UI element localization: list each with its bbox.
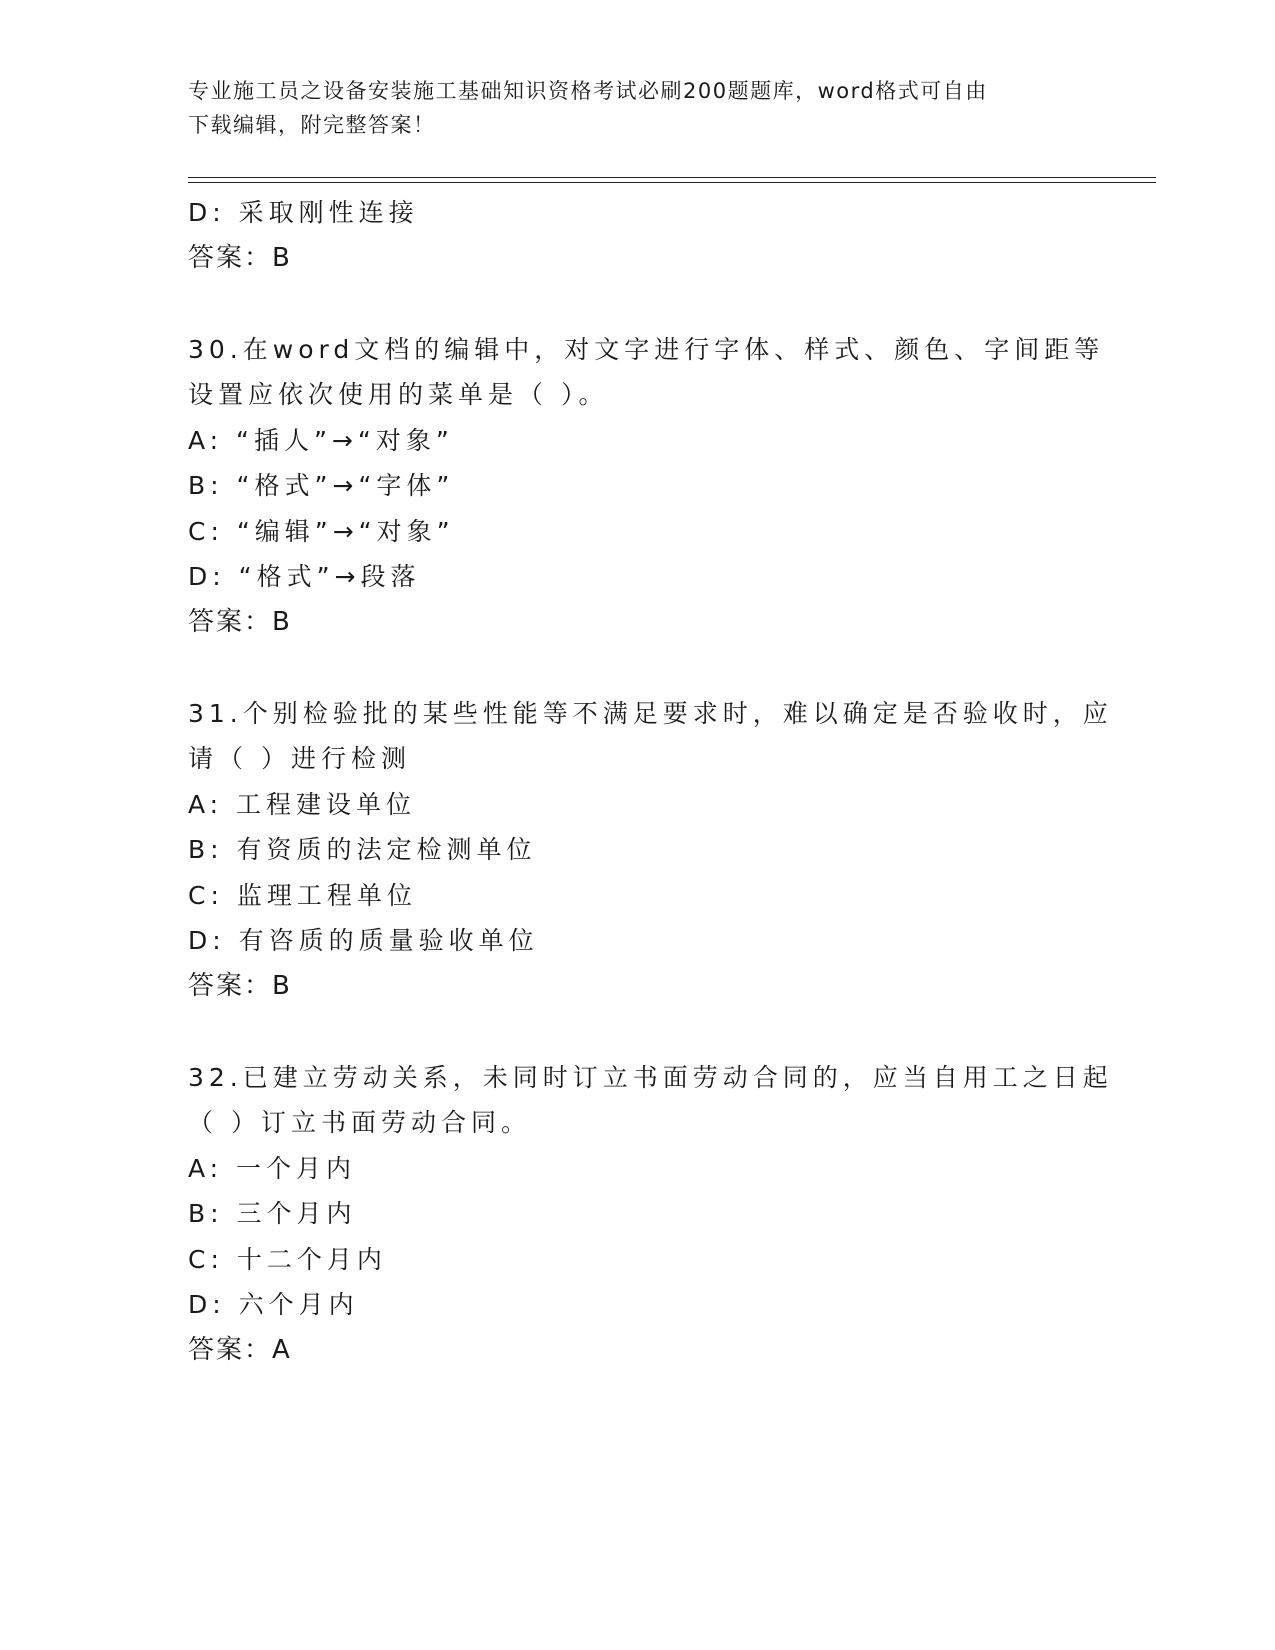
previous-question-tail (188, 190, 1088, 281)
answer-line: 答案：B (188, 242, 292, 273)
option-d: D: 六个月内 (188, 1290, 359, 1319)
header-line-1: 专业施工员之设备安装施工基础知识资格考试必刷200题题库，word格式可自由 (188, 79, 988, 103)
spacer (188, 1009, 1088, 1055)
header-rule-top (188, 177, 1156, 178)
option-b: B: 有资质的法定检测单位 (188, 835, 537, 864)
option-a: A: 工程建设单位 (188, 789, 417, 819)
option-a: A: “插人”→“对象” (188, 425, 454, 455)
option-d: D: “格式”→段落 (188, 562, 421, 591)
question-stem-line: 请（ ）进行检测 (188, 744, 411, 773)
question-stem-line: 设置应依次使用的菜单是（ ）。 (188, 380, 609, 409)
question-31 (188, 691, 1113, 1010)
option-b: B: “格式”→“字体” (188, 471, 455, 500)
option-d: D: 采取刚性连接 (188, 198, 419, 227)
spacer (188, 645, 1088, 691)
question-30 (188, 327, 1105, 646)
question-stem-line: 32.已建立劳动关系，未同时订立书面劳动合同的，应当自用工之日起 (188, 1062, 1113, 1092)
answer-line: 答案：B (188, 606, 292, 637)
header-rule-bottom (188, 182, 1156, 183)
answer-line: 答案：A (188, 1334, 292, 1365)
option-c: C: 十二个月内 (188, 1244, 387, 1274)
question-32 (188, 1055, 1113, 1374)
question-stem-line: （ ）订立书面劳动合同。 (188, 1108, 531, 1137)
question-stem-line: 30.在word文档的编辑中，对文字进行字体、样式、颜色、字间距等 (188, 334, 1105, 364)
question-stem-line: 31.个别检验批的某些性能等不满足要求时，难以确定是否验收时，应 (188, 698, 1113, 728)
option-c: C: 监理工程单位 (188, 880, 417, 910)
option-a: A: 一个月内 (188, 1153, 357, 1183)
spacer (188, 281, 1088, 327)
answer-line: 答案：B (188, 970, 292, 1001)
document-body (188, 190, 1113, 1373)
header-line-2: 下载编辑，附完整答案！ (188, 113, 436, 137)
option-d: D: 有咨质的质量验收单位 (188, 926, 539, 955)
option-c: C: “编辑”→“对象” (188, 516, 455, 546)
document-header (188, 74, 1068, 142)
option-b: B: 三个月内 (188, 1199, 357, 1228)
